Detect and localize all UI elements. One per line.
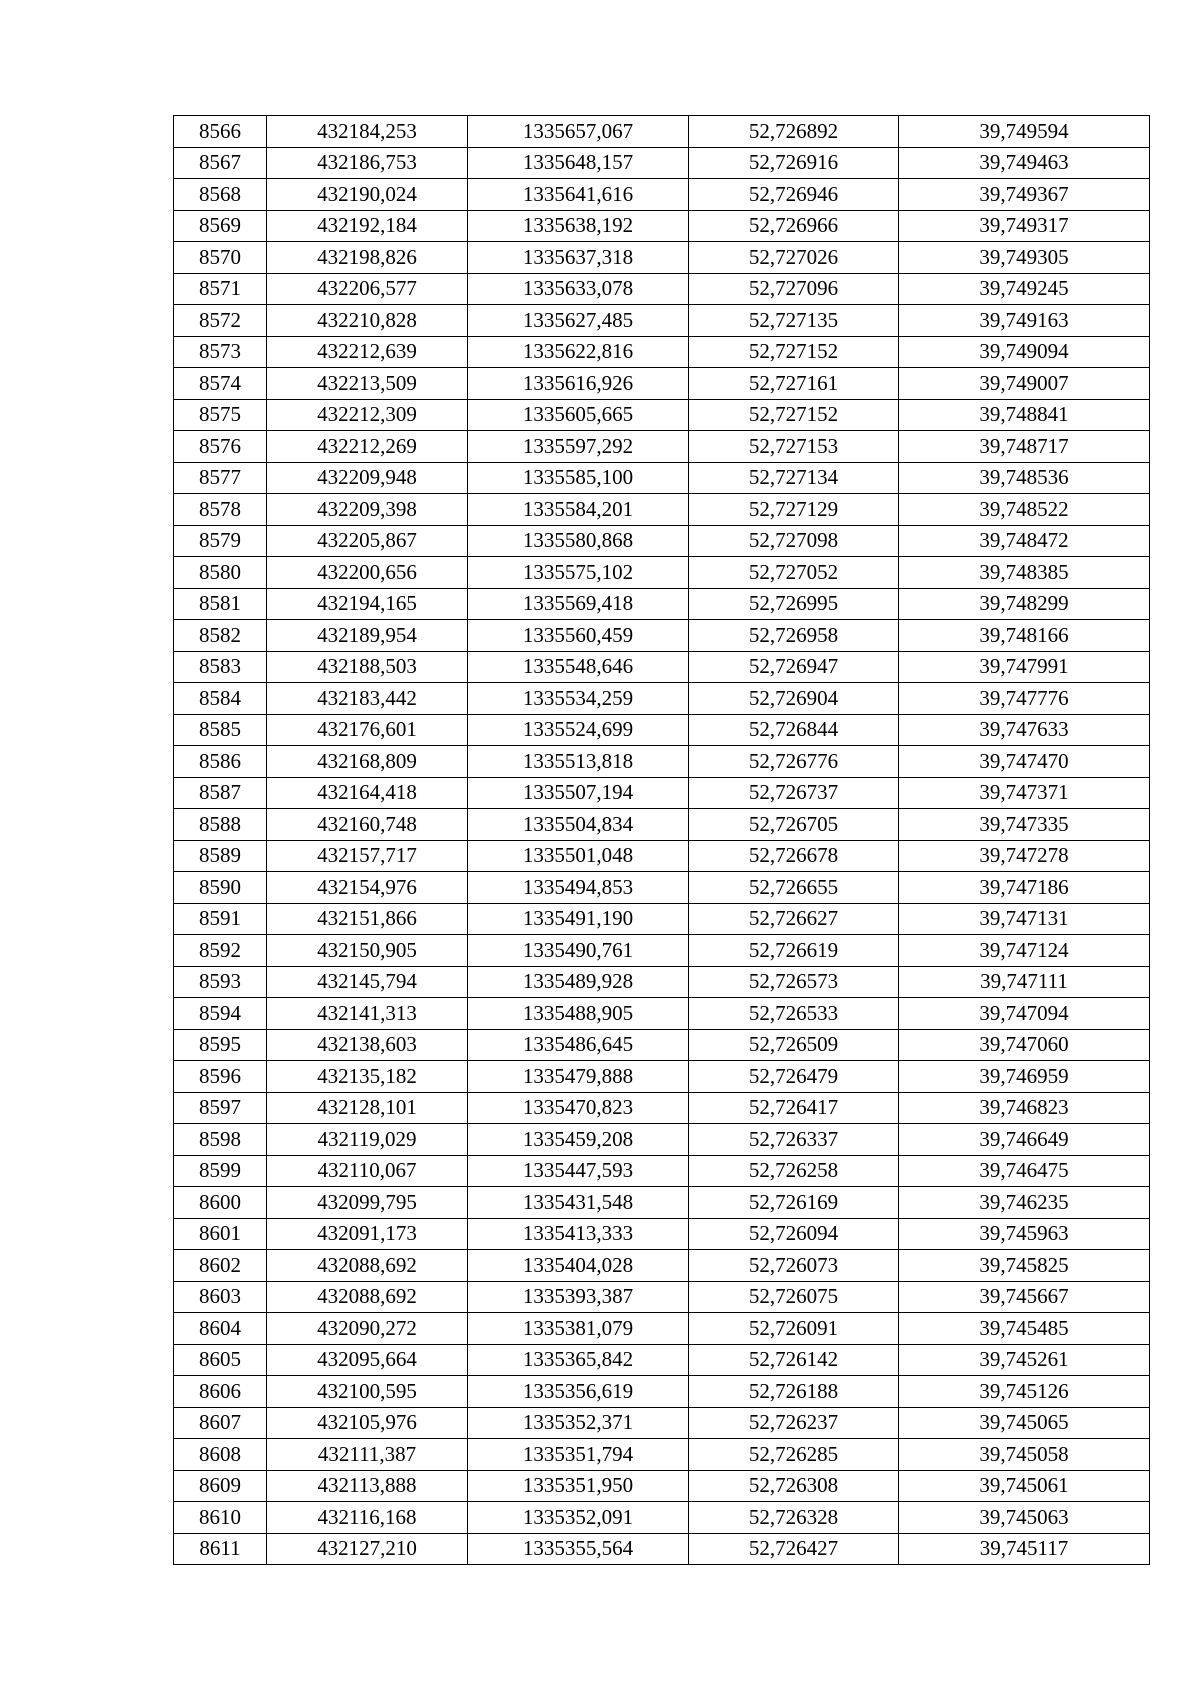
y-coordinate-cell: 1335501,048 <box>468 840 689 872</box>
y-coordinate-cell: 1335459,208 <box>468 1124 689 1156</box>
y-coordinate-cell: 1335431,548 <box>468 1187 689 1219</box>
table-row <box>174 746 1150 778</box>
x-coordinate-cell: 432099,795 <box>267 1187 468 1219</box>
table-row <box>174 525 1150 557</box>
y-coordinate-cell: 1335486,645 <box>468 1029 689 1061</box>
longitude-cell: 39,745261 <box>899 1344 1150 1376</box>
longitude-cell: 39,749305 <box>899 242 1150 274</box>
x-coordinate-cell: 432194,165 <box>267 588 468 620</box>
x-coordinate-cell: 432209,398 <box>267 494 468 526</box>
y-coordinate-cell: 1335356,619 <box>468 1376 689 1408</box>
y-coordinate-cell: 1335470,823 <box>468 1092 689 1124</box>
table-row <box>174 1029 1150 1061</box>
point-number-cell: 8570 <box>174 242 267 274</box>
longitude-cell: 39,748472 <box>899 525 1150 557</box>
x-coordinate-cell: 432212,639 <box>267 336 468 368</box>
longitude-cell: 39,748717 <box>899 431 1150 463</box>
longitude-cell: 39,748522 <box>899 494 1150 526</box>
point-number-cell: 8566 <box>174 116 267 148</box>
y-coordinate-cell: 1335548,646 <box>468 651 689 683</box>
point-number-cell: 8594 <box>174 998 267 1030</box>
latitude-cell: 52,727152 <box>689 336 899 368</box>
x-coordinate-cell: 432205,867 <box>267 525 468 557</box>
x-coordinate-cell: 432209,948 <box>267 462 468 494</box>
longitude-cell: 39,745126 <box>899 1376 1150 1408</box>
table-row <box>174 1281 1150 1313</box>
point-number-cell: 8597 <box>174 1092 267 1124</box>
point-number-cell: 8605 <box>174 1344 267 1376</box>
latitude-cell: 52,727096 <box>689 273 899 305</box>
table-row <box>174 273 1150 305</box>
y-coordinate-cell: 1335560,459 <box>468 620 689 652</box>
longitude-cell: 39,749245 <box>899 273 1150 305</box>
latitude-cell: 52,726142 <box>689 1344 899 1376</box>
longitude-cell: 39,749594 <box>899 116 1150 148</box>
latitude-cell: 52,726946 <box>689 179 899 211</box>
longitude-cell: 39,745963 <box>899 1218 1150 1250</box>
y-coordinate-cell: 1335365,842 <box>468 1344 689 1376</box>
latitude-cell: 52,726655 <box>689 872 899 904</box>
longitude-cell: 39,749094 <box>899 336 1150 368</box>
longitude-cell: 39,747371 <box>899 777 1150 809</box>
y-coordinate-cell: 1335580,868 <box>468 525 689 557</box>
x-coordinate-cell: 432164,418 <box>267 777 468 809</box>
table-row <box>174 1407 1150 1439</box>
longitude-cell: 39,749317 <box>899 210 1150 242</box>
point-number-cell: 8608 <box>174 1439 267 1471</box>
x-coordinate-cell: 432127,210 <box>267 1533 468 1565</box>
table-row <box>174 557 1150 589</box>
coordinates-table-body <box>174 116 1150 1565</box>
coordinates-table <box>173 115 1150 1565</box>
longitude-cell: 39,745061 <box>899 1470 1150 1502</box>
point-number-cell: 8579 <box>174 525 267 557</box>
latitude-cell: 52,726285 <box>689 1439 899 1471</box>
x-coordinate-cell: 432151,866 <box>267 903 468 935</box>
latitude-cell: 52,726619 <box>689 935 899 967</box>
x-coordinate-cell: 432212,269 <box>267 431 468 463</box>
table-row <box>174 651 1150 683</box>
y-coordinate-cell: 1335351,950 <box>468 1470 689 1502</box>
table-row <box>174 1092 1150 1124</box>
point-number-cell: 8569 <box>174 210 267 242</box>
latitude-cell: 52,726627 <box>689 903 899 935</box>
table-row <box>174 620 1150 652</box>
latitude-cell: 52,726509 <box>689 1029 899 1061</box>
longitude-cell: 39,746235 <box>899 1187 1150 1219</box>
y-coordinate-cell: 1335585,100 <box>468 462 689 494</box>
latitude-cell: 52,726844 <box>689 714 899 746</box>
x-coordinate-cell: 432192,184 <box>267 210 468 242</box>
longitude-cell: 39,746823 <box>899 1092 1150 1124</box>
point-number-cell: 8604 <box>174 1313 267 1345</box>
table-row <box>174 368 1150 400</box>
x-coordinate-cell: 432119,029 <box>267 1124 468 1156</box>
point-number-cell: 8582 <box>174 620 267 652</box>
longitude-cell: 39,749163 <box>899 305 1150 337</box>
x-coordinate-cell: 432150,905 <box>267 935 468 967</box>
y-coordinate-cell: 1335622,816 <box>468 336 689 368</box>
x-coordinate-cell: 432168,809 <box>267 746 468 778</box>
x-coordinate-cell: 432088,692 <box>267 1250 468 1282</box>
x-coordinate-cell: 432116,168 <box>267 1502 468 1534</box>
latitude-cell: 52,727152 <box>689 399 899 431</box>
y-coordinate-cell: 1335637,318 <box>468 242 689 274</box>
x-coordinate-cell: 432157,717 <box>267 840 468 872</box>
table-row <box>174 1344 1150 1376</box>
longitude-cell: 39,749367 <box>899 179 1150 211</box>
longitude-cell: 39,747094 <box>899 998 1150 1030</box>
latitude-cell: 52,727098 <box>689 525 899 557</box>
table-row <box>174 1470 1150 1502</box>
latitude-cell: 52,727026 <box>689 242 899 274</box>
point-number-cell: 8602 <box>174 1250 267 1282</box>
point-number-cell: 8610 <box>174 1502 267 1534</box>
x-coordinate-cell: 432188,503 <box>267 651 468 683</box>
y-coordinate-cell: 1335605,665 <box>468 399 689 431</box>
y-coordinate-cell: 1335351,794 <box>468 1439 689 1471</box>
y-coordinate-cell: 1335657,067 <box>468 116 689 148</box>
longitude-cell: 39,747131 <box>899 903 1150 935</box>
longitude-cell: 39,746475 <box>899 1155 1150 1187</box>
point-number-cell: 8590 <box>174 872 267 904</box>
longitude-cell: 39,749007 <box>899 368 1150 400</box>
y-coordinate-cell: 1335381,079 <box>468 1313 689 1345</box>
point-number-cell: 8599 <box>174 1155 267 1187</box>
latitude-cell: 52,727153 <box>689 431 899 463</box>
x-coordinate-cell: 432091,173 <box>267 1218 468 1250</box>
point-number-cell: 8573 <box>174 336 267 368</box>
table-row <box>174 147 1150 179</box>
table-row <box>174 1376 1150 1408</box>
table-row <box>174 179 1150 211</box>
y-coordinate-cell: 1335584,201 <box>468 494 689 526</box>
table-row <box>174 714 1150 746</box>
y-coordinate-cell: 1335569,418 <box>468 588 689 620</box>
point-number-cell: 8592 <box>174 935 267 967</box>
y-coordinate-cell: 1335575,102 <box>468 557 689 589</box>
table-row <box>174 966 1150 998</box>
latitude-cell: 52,727129 <box>689 494 899 526</box>
latitude-cell: 52,726094 <box>689 1218 899 1250</box>
point-number-cell: 8589 <box>174 840 267 872</box>
longitude-cell: 39,745825 <box>899 1250 1150 1282</box>
latitude-cell: 52,726995 <box>689 588 899 620</box>
y-coordinate-cell: 1335513,818 <box>468 746 689 778</box>
x-coordinate-cell: 432111,387 <box>267 1439 468 1471</box>
point-number-cell: 8591 <box>174 903 267 935</box>
y-coordinate-cell: 1335352,371 <box>468 1407 689 1439</box>
x-coordinate-cell: 432088,692 <box>267 1281 468 1313</box>
x-coordinate-cell: 432135,182 <box>267 1061 468 1093</box>
y-coordinate-cell: 1335507,194 <box>468 777 689 809</box>
point-number-cell: 8581 <box>174 588 267 620</box>
x-coordinate-cell: 432198,826 <box>267 242 468 274</box>
latitude-cell: 52,726328 <box>689 1502 899 1534</box>
y-coordinate-cell: 1335534,259 <box>468 683 689 715</box>
point-number-cell: 8568 <box>174 179 267 211</box>
x-coordinate-cell: 432206,577 <box>267 273 468 305</box>
longitude-cell: 39,747186 <box>899 872 1150 904</box>
x-coordinate-cell: 432138,603 <box>267 1029 468 1061</box>
longitude-cell: 39,745065 <box>899 1407 1150 1439</box>
point-number-cell: 8596 <box>174 1061 267 1093</box>
point-number-cell: 8607 <box>174 1407 267 1439</box>
point-number-cell: 8572 <box>174 305 267 337</box>
table-row <box>174 1218 1150 1250</box>
latitude-cell: 52,727161 <box>689 368 899 400</box>
latitude-cell: 52,726188 <box>689 1376 899 1408</box>
point-number-cell: 8585 <box>174 714 267 746</box>
longitude-cell: 39,748166 <box>899 620 1150 652</box>
latitude-cell: 52,726479 <box>689 1061 899 1093</box>
longitude-cell: 39,748536 <box>899 462 1150 494</box>
x-coordinate-cell: 432100,595 <box>267 1376 468 1408</box>
longitude-cell: 39,747991 <box>899 651 1150 683</box>
x-coordinate-cell: 432213,509 <box>267 368 468 400</box>
table-row <box>174 872 1150 904</box>
latitude-cell: 52,726892 <box>689 116 899 148</box>
y-coordinate-cell: 1335524,699 <box>468 714 689 746</box>
latitude-cell: 52,726258 <box>689 1155 899 1187</box>
y-coordinate-cell: 1335355,564 <box>468 1533 689 1565</box>
x-coordinate-cell: 432105,976 <box>267 1407 468 1439</box>
x-coordinate-cell: 432095,664 <box>267 1344 468 1376</box>
y-coordinate-cell: 1335597,292 <box>468 431 689 463</box>
point-number-cell: 8574 <box>174 368 267 400</box>
point-number-cell: 8588 <box>174 809 267 841</box>
point-number-cell: 8593 <box>174 966 267 998</box>
y-coordinate-cell: 1335404,028 <box>468 1250 689 1282</box>
y-coordinate-cell: 1335648,157 <box>468 147 689 179</box>
point-number-cell: 8571 <box>174 273 267 305</box>
point-number-cell: 8586 <box>174 746 267 778</box>
longitude-cell: 39,745117 <box>899 1533 1150 1565</box>
latitude-cell: 52,726091 <box>689 1313 899 1345</box>
x-coordinate-cell: 432160,748 <box>267 809 468 841</box>
point-number-cell: 8587 <box>174 777 267 809</box>
point-number-cell: 8598 <box>174 1124 267 1156</box>
latitude-cell: 52,726073 <box>689 1250 899 1282</box>
latitude-cell: 52,726237 <box>689 1407 899 1439</box>
point-number-cell: 8603 <box>174 1281 267 1313</box>
point-number-cell: 8606 <box>174 1376 267 1408</box>
longitude-cell: 39,747335 <box>899 809 1150 841</box>
latitude-cell: 52,727052 <box>689 557 899 589</box>
y-coordinate-cell: 1335413,333 <box>468 1218 689 1250</box>
longitude-cell: 39,745667 <box>899 1281 1150 1313</box>
point-number-cell: 8600 <box>174 1187 267 1219</box>
longitude-cell: 39,747060 <box>899 1029 1150 1061</box>
table-row <box>174 1250 1150 1282</box>
table-row <box>174 683 1150 715</box>
table-row <box>174 462 1150 494</box>
y-coordinate-cell: 1335494,853 <box>468 872 689 904</box>
table-row <box>174 1061 1150 1093</box>
latitude-cell: 52,726169 <box>689 1187 899 1219</box>
table-row <box>174 399 1150 431</box>
point-number-cell: 8578 <box>174 494 267 526</box>
table-row <box>174 588 1150 620</box>
x-coordinate-cell: 432210,828 <box>267 305 468 337</box>
point-number-cell: 8580 <box>174 557 267 589</box>
x-coordinate-cell: 432190,024 <box>267 179 468 211</box>
latitude-cell: 52,726966 <box>689 210 899 242</box>
latitude-cell: 52,726533 <box>689 998 899 1030</box>
latitude-cell: 52,726075 <box>689 1281 899 1313</box>
latitude-cell: 52,726705 <box>689 809 899 841</box>
longitude-cell: 39,747278 <box>899 840 1150 872</box>
y-coordinate-cell: 1335616,926 <box>468 368 689 400</box>
y-coordinate-cell: 1335641,616 <box>468 179 689 211</box>
latitude-cell: 52,726678 <box>689 840 899 872</box>
longitude-cell: 39,746959 <box>899 1061 1150 1093</box>
table-row <box>174 242 1150 274</box>
table-row <box>174 1313 1150 1345</box>
x-coordinate-cell: 432141,313 <box>267 998 468 1030</box>
latitude-cell: 52,726947 <box>689 651 899 683</box>
x-coordinate-cell: 432128,101 <box>267 1092 468 1124</box>
latitude-cell: 52,726776 <box>689 746 899 778</box>
table-row <box>174 431 1150 463</box>
point-number-cell: 8575 <box>174 399 267 431</box>
longitude-cell: 39,747111 <box>899 966 1150 998</box>
table-row <box>174 116 1150 148</box>
table-row <box>174 998 1150 1030</box>
latitude-cell: 52,726417 <box>689 1092 899 1124</box>
longitude-cell: 39,749463 <box>899 147 1150 179</box>
latitude-cell: 52,726958 <box>689 620 899 652</box>
table-row <box>174 935 1150 967</box>
table-row <box>174 809 1150 841</box>
point-number-cell: 8576 <box>174 431 267 463</box>
y-coordinate-cell: 1335504,834 <box>468 809 689 841</box>
table-row <box>174 336 1150 368</box>
y-coordinate-cell: 1335638,192 <box>468 210 689 242</box>
longitude-cell: 39,745063 <box>899 1502 1150 1534</box>
latitude-cell: 52,726916 <box>689 147 899 179</box>
x-coordinate-cell: 432186,753 <box>267 147 468 179</box>
y-coordinate-cell: 1335627,485 <box>468 305 689 337</box>
longitude-cell: 39,747633 <box>899 714 1150 746</box>
y-coordinate-cell: 1335488,905 <box>468 998 689 1030</box>
longitude-cell: 39,748841 <box>899 399 1150 431</box>
table-row <box>174 210 1150 242</box>
y-coordinate-cell: 1335479,888 <box>468 1061 689 1093</box>
longitude-cell: 39,747470 <box>899 746 1150 778</box>
point-number-cell: 8601 <box>174 1218 267 1250</box>
x-coordinate-cell: 432090,272 <box>267 1313 468 1345</box>
x-coordinate-cell: 432183,442 <box>267 683 468 715</box>
y-coordinate-cell: 1335489,928 <box>468 966 689 998</box>
longitude-cell: 39,747776 <box>899 683 1150 715</box>
latitude-cell: 52,726573 <box>689 966 899 998</box>
y-coordinate-cell: 1335447,593 <box>468 1155 689 1187</box>
point-number-cell: 8584 <box>174 683 267 715</box>
longitude-cell: 39,748299 <box>899 588 1150 620</box>
point-number-cell: 8595 <box>174 1029 267 1061</box>
longitude-cell: 39,745058 <box>899 1439 1150 1471</box>
point-number-cell: 8567 <box>174 147 267 179</box>
latitude-cell: 52,726308 <box>689 1470 899 1502</box>
table-row <box>174 1439 1150 1471</box>
latitude-cell: 52,726737 <box>689 777 899 809</box>
point-number-cell: 8583 <box>174 651 267 683</box>
longitude-cell: 39,747124 <box>899 935 1150 967</box>
point-number-cell: 8611 <box>174 1533 267 1565</box>
x-coordinate-cell: 432212,309 <box>267 399 468 431</box>
point-number-cell: 8577 <box>174 462 267 494</box>
x-coordinate-cell: 432200,656 <box>267 557 468 589</box>
y-coordinate-cell: 1335352,091 <box>468 1502 689 1534</box>
latitude-cell: 52,727135 <box>689 305 899 337</box>
longitude-cell: 39,748385 <box>899 557 1150 589</box>
x-coordinate-cell: 432113,888 <box>267 1470 468 1502</box>
table-row <box>174 1502 1150 1534</box>
table-row <box>174 1155 1150 1187</box>
y-coordinate-cell: 1335633,078 <box>468 273 689 305</box>
latitude-cell: 52,726904 <box>689 683 899 715</box>
y-coordinate-cell: 1335491,190 <box>468 903 689 935</box>
point-number-cell: 8609 <box>174 1470 267 1502</box>
table-row <box>174 1533 1150 1565</box>
y-coordinate-cell: 1335393,387 <box>468 1281 689 1313</box>
latitude-cell: 52,726337 <box>689 1124 899 1156</box>
table-row <box>174 494 1150 526</box>
table-row <box>174 777 1150 809</box>
table-row <box>174 1187 1150 1219</box>
x-coordinate-cell: 432176,601 <box>267 714 468 746</box>
table-row <box>174 1124 1150 1156</box>
latitude-cell: 52,727134 <box>689 462 899 494</box>
y-coordinate-cell: 1335490,761 <box>468 935 689 967</box>
x-coordinate-cell: 432154,976 <box>267 872 468 904</box>
table-row <box>174 903 1150 935</box>
table-row <box>174 840 1150 872</box>
table-row <box>174 305 1150 337</box>
x-coordinate-cell: 432110,067 <box>267 1155 468 1187</box>
x-coordinate-cell: 432184,253 <box>267 116 468 148</box>
x-coordinate-cell: 432145,794 <box>267 966 468 998</box>
longitude-cell: 39,745485 <box>899 1313 1150 1345</box>
latitude-cell: 52,726427 <box>689 1533 899 1565</box>
longitude-cell: 39,746649 <box>899 1124 1150 1156</box>
x-coordinate-cell: 432189,954 <box>267 620 468 652</box>
